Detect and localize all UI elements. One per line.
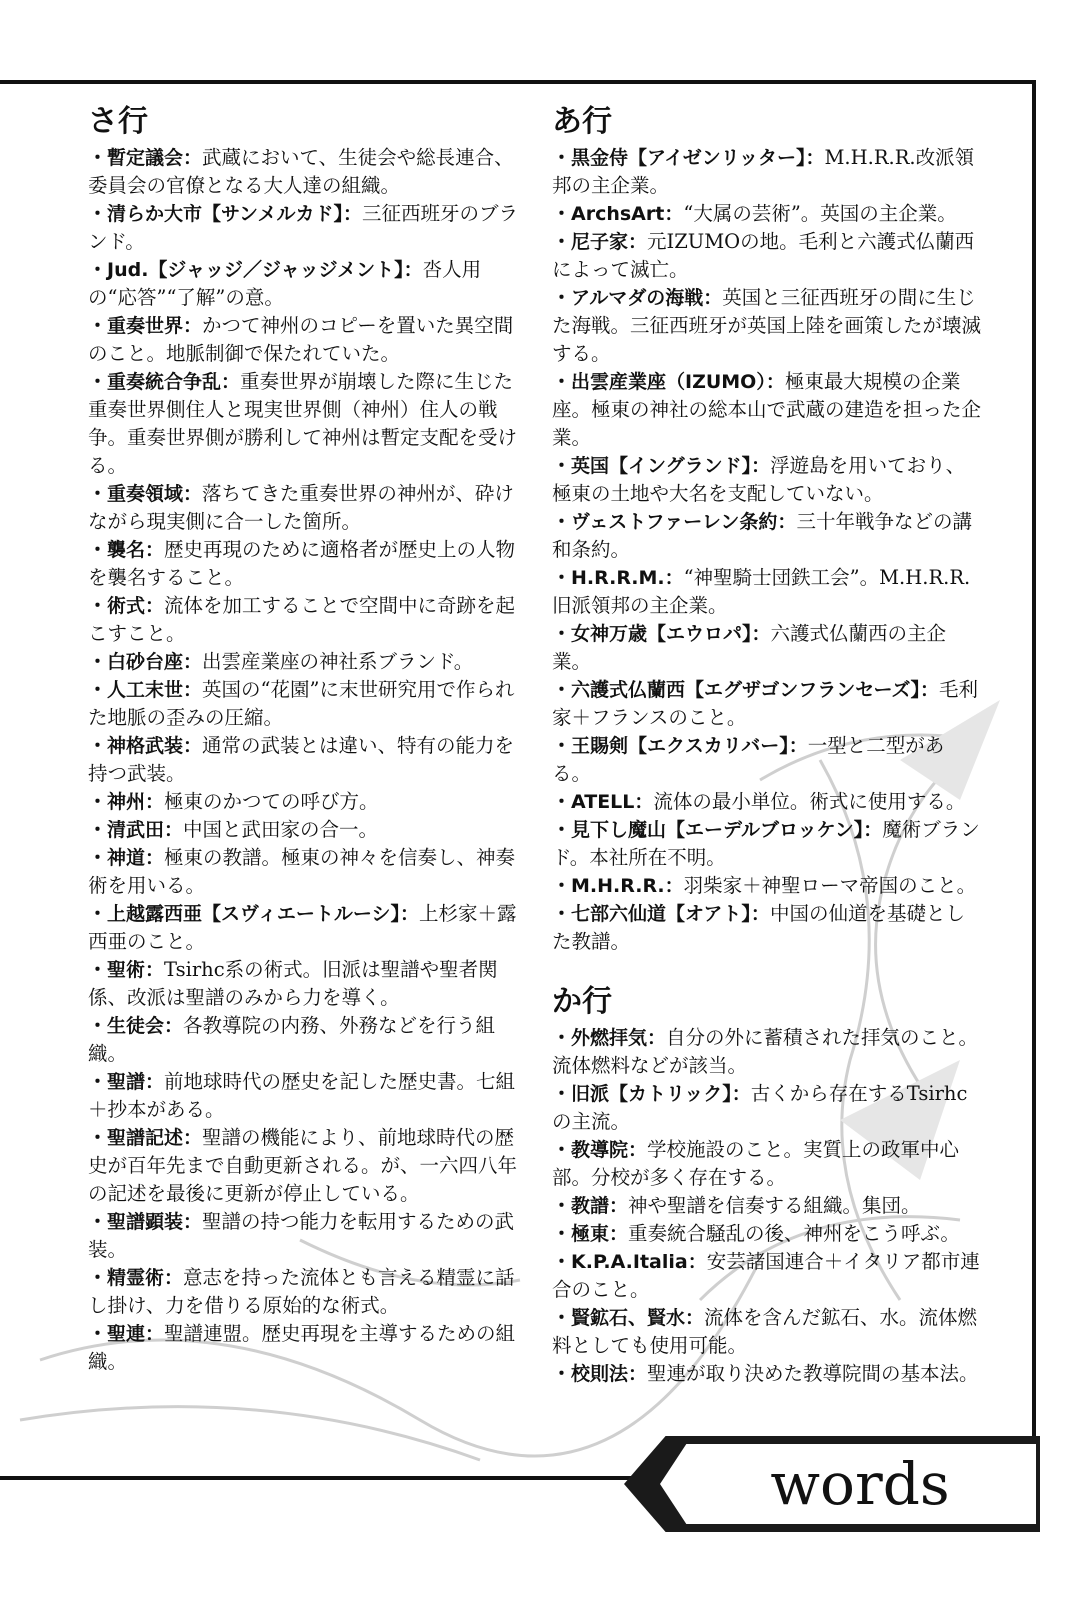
glossary-entry [88, 256, 518, 312]
entry-list-sa [88, 144, 518, 1376]
entry-term: ・神道： [88, 847, 165, 869]
entry-definition: 三十年戦争などの講和条約。 [552, 510, 972, 561]
entry-definition: 前地球時代の歴史を記した歴史書。七組＋抄本がある。 [88, 1070, 516, 1121]
entry-term: ・聖譜： [88, 1071, 165, 1093]
entry-term: ・極東： [552, 1223, 629, 1245]
entry-definition: 浮遊島を用いており、極東の土地や大名を支配していない。 [552, 454, 966, 505]
entry-term: ・人工末世： [88, 679, 203, 701]
glossary-entry [88, 844, 518, 900]
entry-term: ・賢鉱石、賢水： [552, 1307, 705, 1329]
entry-definition: 学校施設のこと。実質上の政軍中心部。分校が多く存在する。 [552, 1138, 960, 1189]
entry-definition: 各教導院の内務、外務などを行う組織。 [88, 1014, 496, 1065]
entry-definition: 重奏世界が崩壊した際に生じた重奏世界側住人と現実世界側（神州）住人の戦争。重奏世界側が勝利して神州は暫定支配を受ける。 [88, 370, 518, 477]
glossary-entry [552, 284, 982, 368]
footer-label: words [770, 1450, 950, 1518]
glossary-entry [552, 620, 982, 676]
glossary-entry [88, 368, 518, 480]
entry-definition: 聖譜の持つ能力を転用するための武装。 [88, 1210, 515, 1261]
glossary-entry [552, 1248, 982, 1304]
entry-term: ・七部六仙道【オアト】： [552, 903, 770, 925]
entry-term: ・聖術： [88, 959, 165, 981]
entry-definition: 六護式仏蘭西の主企業。 [552, 622, 947, 673]
entry-definition: 歴史再現のために適格者が歴史上の人物を襲名すること。 [88, 538, 516, 589]
entry-definition: 元IZUMOの地。毛利と六護式仏蘭西によって滅亡。 [552, 230, 975, 281]
entry-term: ・教導院： [552, 1139, 648, 1161]
entry-definition: 通常の武装とは違い、特有の能力を持つ武装。 [88, 734, 515, 785]
glossary-entry [552, 452, 982, 508]
entry-definition: 落ちてきた重奏世界の神州が、砕けながら現実側に合一した箇所。 [88, 482, 514, 533]
entry-term: ・暫定議会： [88, 147, 203, 169]
entry-term: ・見下し魔山【エーデルブロッケン】： [552, 819, 883, 841]
glossary-entry [552, 564, 982, 620]
entry-term: ・ArchsArt： [552, 203, 684, 225]
entry-definition: 極東の教譜。極東の神々を信奏し、神奏術を用いる。 [88, 846, 516, 897]
entry-definition: 重奏統合騒乱の後、神州をこう呼ぶ。 [628, 1222, 960, 1245]
entry-definition: 毛利家＋フランスのこと。 [552, 678, 979, 729]
entry-term: ・尼子家： [552, 231, 648, 253]
entry-definition: 三征西班牙のブランド。 [88, 202, 518, 253]
section-heading-sa: さ行 [88, 104, 148, 139]
entry-term: ・女神万歳【エウロパ】： [552, 623, 771, 645]
entry-term: ・術式： [88, 595, 165, 617]
glossary-entry [88, 592, 518, 648]
glossary-entry [552, 872, 982, 900]
entry-term: ・上越露西亜【スヴィエートルーシ】： [88, 903, 419, 925]
entry-definition: 安芸諸国連合＋イタリア都市連合のこと。 [552, 1250, 980, 1301]
glossary-entry [552, 508, 982, 564]
glossary-entry [88, 732, 518, 788]
glossary-entry [552, 368, 982, 452]
glossary-entry [88, 200, 518, 256]
entry-definition: かつて神州のコピーを置いた異空間のこと。地脈制御で保たれていた。 [88, 314, 514, 365]
glossary-entry [552, 788, 982, 816]
entry-definition: 英国の“花園”に末世研究用で作られた地脈の歪みの圧縮。 [88, 678, 515, 729]
entry-definition: “大属の芸術”。英国の主企業。 [683, 202, 957, 225]
glossary-entry [88, 1012, 518, 1068]
entry-term: ・白砂台座： [88, 651, 203, 673]
entry-term: ・聖譜顕装： [88, 1211, 203, 1233]
entry-definition: 流体を含んだ鉱石、水。流体燃料としても使用可能。 [552, 1306, 978, 1357]
entry-definition: 流体を加工することで空間中に奇跡を起こすこと。 [88, 594, 516, 645]
entry-term: ・Jud.【ジャッジ／ジャッジメント】： [88, 259, 423, 281]
glossary-entry [88, 676, 518, 732]
glossary-entry [552, 1024, 982, 1080]
glossary-entry [552, 676, 982, 732]
entry-term: ・清武田： [88, 819, 184, 841]
entry-definition: 自分の外に蓄積された拝気のこと。流体燃料などが該当。 [552, 1026, 979, 1077]
entry-list-ka [552, 1024, 982, 1388]
entry-list-a [552, 144, 982, 956]
entry-definition: 神や聖譜を信奏する組織。集団。 [628, 1194, 921, 1217]
glossary-entry [88, 648, 518, 676]
left-column [88, 100, 518, 1376]
entry-term: ・聖譜記述： [88, 1127, 203, 1149]
glossary-entry [88, 788, 518, 816]
glossary-entry [88, 1320, 518, 1376]
glossary-entry [88, 536, 518, 592]
glossary-entry [88, 1208, 518, 1264]
entry-definition: 上杉家＋露西亜のこと。 [88, 902, 517, 953]
entry-term: ・校則法： [552, 1363, 648, 1385]
entry-definition: 聖譜の機能により、前地球時代の歴史が百年先まで自動更新される。が、一六四八年の記述を最後に更新が停止している。 [88, 1126, 518, 1205]
entry-definition: 聖譜連盟。歴史再現を主導するための組織。 [88, 1322, 516, 1373]
glossary-entry [552, 1136, 982, 1192]
glossary-entry [88, 312, 518, 368]
entry-term: ・教譜： [552, 1195, 629, 1217]
entry-term: ・王賜剣【エクスカリバー】： [552, 735, 808, 757]
entry-term: ・精霊術： [88, 1267, 184, 1289]
section-heading-a: あ行 [552, 104, 612, 139]
entry-definition: 聖連が取り決めた教導院間の基本法。 [647, 1362, 979, 1385]
entry-term: ・神格武装： [88, 735, 203, 757]
entry-definition: 武蔵において、生徒会や総長連合、委員会の官僚となる大人達の組織。 [88, 146, 514, 197]
glossary-entry [552, 900, 982, 956]
glossary-entry [88, 816, 518, 844]
entry-term: ・襲名： [88, 539, 165, 561]
entry-term: ・外燃拝気： [552, 1027, 667, 1049]
section-heading-ka: か行 [552, 984, 612, 1019]
glossary-entry [88, 900, 518, 956]
entry-term: ・出雲産業座（IZUMO）： [552, 371, 785, 393]
glossary-entry [552, 200, 982, 228]
entry-term: ・英国【イングランド】： [552, 455, 771, 477]
entry-definition: 一型と二型がある。 [552, 734, 945, 785]
entry-definition: Tsirhc系の術式。旧派は聖譜や聖者関係、改派は聖譜のみから力を導く。 [88, 958, 498, 1009]
glossary-entry [88, 1124, 518, 1208]
glossary-entry [552, 144, 982, 200]
right-column [552, 100, 982, 1388]
entry-definition: 極東最大規模の企業座。極東の神社の総本山で武蔵の建造を担った企業。 [552, 370, 982, 449]
entry-definition: 中国と武田家の合一。 [183, 818, 379, 841]
entry-definition: 中国の仙道を基礎とした教譜。 [552, 902, 965, 953]
entry-term: ・重奏領域： [88, 483, 203, 505]
entry-definition: 極東のかつての呼び方。 [164, 790, 379, 813]
entry-term: ・六護式仏蘭西【エグザゴンフランセーズ】： [552, 679, 940, 701]
glossary-entry [88, 144, 518, 200]
glossary-entry [552, 1080, 982, 1136]
glossary-entry [552, 1220, 982, 1248]
entry-term: ・清らか大市【サンメルカド】： [88, 203, 362, 225]
entry-term: ・ヴェストファーレン条約： [552, 511, 797, 533]
entry-term: ・旧派【カトリック】： [552, 1083, 751, 1105]
entry-definition: 流体の最小単位。術式に使用する。 [653, 790, 966, 813]
entry-term: ・聖連： [88, 1323, 165, 1345]
entry-definition: M.H.R.R.改派領邦の主企業。 [552, 146, 975, 197]
glossary-entry [552, 816, 982, 872]
glossary-entry [88, 956, 518, 1012]
glossary-entry [552, 1304, 982, 1360]
glossary-entry [552, 1360, 982, 1388]
entry-definition: “神聖騎士団鉄工会”。M.H.R.R.旧派領邦の主企業。 [552, 566, 971, 617]
glossary-entry [552, 1192, 982, 1220]
glossary-entry [552, 732, 982, 788]
entry-term: ・アルマダの海戦： [552, 287, 723, 309]
entry-definition: 古くから存在するTsirhcの主流。 [552, 1082, 968, 1133]
entry-definition: 出雲産業座の神社系ブランド。 [202, 650, 474, 673]
entry-definition: 意志を持った流体とも言える精霊に話し掛け、力を借りる原始的な術式。 [88, 1266, 515, 1317]
glossary-entry [552, 228, 982, 284]
entry-term: ・神州： [88, 791, 165, 813]
entry-term: ・生徒会： [88, 1015, 184, 1037]
entry-term: ・M.H.R.R.： [552, 875, 684, 897]
entry-term: ・重奏統合争乱： [88, 371, 241, 393]
entry-term: ・H.R.R.M.： [552, 567, 684, 589]
entry-definition: 羽柴家＋神聖ローマ帝国のこと。 [683, 874, 977, 897]
entry-term: ・重奏世界： [88, 315, 203, 337]
entry-term: ・K.P.A.Italia： [552, 1251, 707, 1273]
glossary-entry [88, 480, 518, 536]
entry-definition: 英国と三征西班牙の間に生じた海戦。三征西班牙が英国上陸を画策したが壊滅する。 [552, 286, 982, 365]
glossary-entry [88, 1264, 518, 1320]
glossary-entry [88, 1068, 518, 1124]
entry-definition: 魔術ブランド。本社所在不明。 [552, 818, 980, 869]
entry-definition: 呇人用の“応答”“了解”の意。 [88, 258, 482, 309]
entry-term: ・黒金侍【アイゼンリッター】： [552, 147, 825, 169]
entry-term: ・ATELL： [552, 791, 654, 813]
